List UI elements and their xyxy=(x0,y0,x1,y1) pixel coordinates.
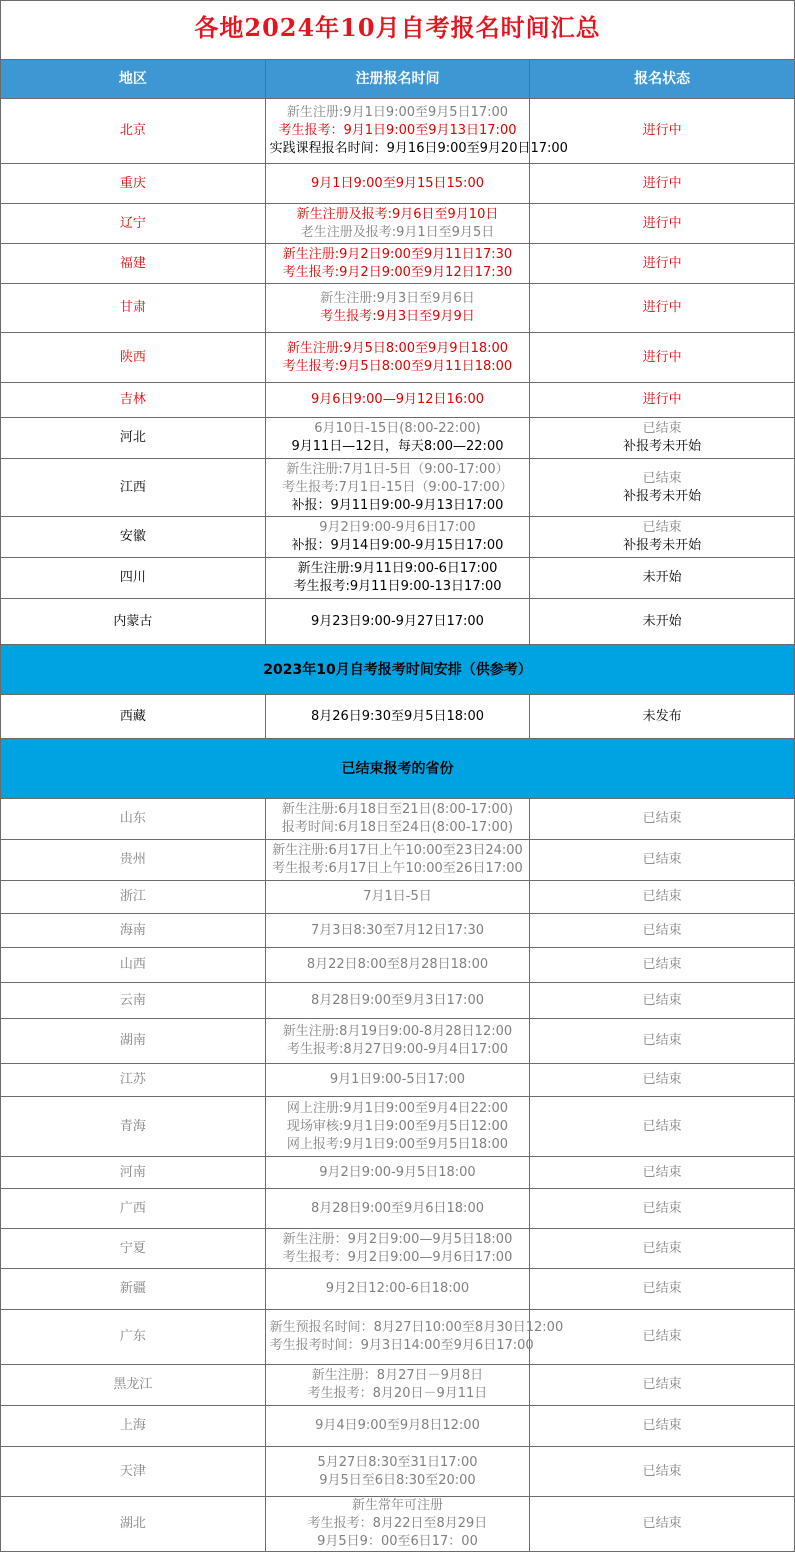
time-line: 实践课程报名时间：9月16日9:00至9月20日17:00 xyxy=(269,141,568,156)
time-cell xyxy=(265,517,530,558)
time-line: 考生报考:9月11日9:00-13日17:00 xyxy=(293,579,502,594)
region-cell: 重庆 xyxy=(1,164,266,204)
time-line: 7月3日8:30至7月12日17:30 xyxy=(310,922,484,938)
status-cell xyxy=(530,418,795,459)
status-text: 已结束 xyxy=(642,1377,682,1392)
time-cell xyxy=(265,1097,530,1157)
time-line: 5月27日8:30至31日17:00 xyxy=(317,1454,478,1470)
time-line: 新生注册:9月11日9:00-6日17:00 xyxy=(297,561,498,576)
region-cell: 海南 xyxy=(1,914,266,948)
time-line: 考生报考:7月1日-15日（9:00-17:00） xyxy=(282,479,513,495)
region-cell: 山东 xyxy=(1,799,266,840)
status-text: 未发布 xyxy=(642,708,682,724)
time-cell xyxy=(265,383,530,418)
status-text: 已结束 xyxy=(642,922,682,938)
status-text: 已结束 xyxy=(642,1329,682,1344)
region-cell: 湖南 xyxy=(1,1019,266,1064)
status-text: 进行中 xyxy=(642,392,682,407)
time-line: 新生注册:6月18日至21日(8:00-17:00) xyxy=(281,802,514,817)
status-cell xyxy=(530,164,795,204)
status-cell xyxy=(530,1019,795,1064)
status-cell xyxy=(530,1497,795,1552)
title-row xyxy=(1,1,795,60)
status-text: 已结束 xyxy=(642,957,682,972)
region-cell: 新疆 xyxy=(1,1269,266,1310)
section-band: 2023年10月自考报考时间安排（供参考） xyxy=(1,645,795,695)
time-cell xyxy=(265,1019,530,1064)
region-cell: 青海 xyxy=(1,1097,266,1157)
time-line: 9月5日9：00至6日17：00 xyxy=(317,1534,478,1549)
status-text: 已结束 xyxy=(642,1164,682,1180)
table-row xyxy=(1,1229,795,1269)
time-line: 考生报考:9月5日8:00至9月11日18:00 xyxy=(282,358,513,374)
time-cell xyxy=(265,1269,530,1310)
status-cell xyxy=(530,1189,795,1229)
time-line: 新生注册：9月2日9:00—9月5日18:00 xyxy=(282,1231,513,1247)
time-line: 6月10日-15日(8:00-22:00) xyxy=(314,421,481,436)
status-text: 已结束 xyxy=(642,1516,682,1531)
time-line: 老生注册及报考:9月1日至9月5日 xyxy=(300,224,495,240)
time-cell xyxy=(265,204,530,244)
time-line: 新生预报名时间：8月27日10:00至8月30日12:00 xyxy=(269,1320,564,1335)
time-line: 9月11日—12日，每天8:00—22:00 xyxy=(291,439,504,454)
status-cell xyxy=(530,881,795,914)
table-row xyxy=(1,418,795,459)
section-band: 已结束报考的省份 xyxy=(1,739,795,799)
time-line: 考生报考：8月20日－9月11日 xyxy=(307,1386,488,1401)
status-cell xyxy=(530,1229,795,1269)
region-cell: 黑龙江 xyxy=(1,1365,266,1406)
table-row xyxy=(1,204,795,244)
status-cell xyxy=(530,1447,795,1497)
time-line: 8月28日9:00至9月3日17:00 xyxy=(310,992,484,1008)
region-cell: 北京 xyxy=(1,99,266,164)
time-cell xyxy=(265,244,530,284)
table-row xyxy=(1,983,795,1019)
region-cell: 四川 xyxy=(1,558,266,599)
status-text: 已结束 xyxy=(642,1200,682,1216)
status-cell xyxy=(530,459,795,517)
status-text: 进行中 xyxy=(642,300,682,315)
table-row xyxy=(1,1365,795,1406)
time-cell xyxy=(265,99,568,164)
region-cell: 云南 xyxy=(1,983,266,1019)
region-cell: 湖北 xyxy=(1,1497,266,1552)
time-line: 新生注册:9月1日9:00至9月5日17:00 xyxy=(286,105,509,120)
status-text: 已结束 xyxy=(642,852,682,867)
time-cell xyxy=(265,983,530,1019)
status-cell xyxy=(530,1269,795,1310)
time-line: 补报：9月11日9:00-9月13日17:00 xyxy=(291,497,504,513)
table-body xyxy=(1,1,795,1552)
time-line: 新生注册：8月27日－9月8日 xyxy=(311,1368,484,1383)
time-line: 8月28日9:00至9月6日18:00 xyxy=(310,1200,484,1216)
time-cell xyxy=(265,1406,530,1447)
time-cell xyxy=(265,1447,530,1497)
table-row xyxy=(1,99,795,164)
time-line: 考生报考:9月2日9:00至9月12日17:30 xyxy=(282,264,513,280)
status-text: 补报考未开始 xyxy=(623,538,702,553)
time-line: 9月2日9:00-9月6日17:00 xyxy=(319,520,476,535)
region-cell: 福建 xyxy=(1,244,266,284)
time-line: 考生报考:6月17日上午10:00至26日17:00 xyxy=(272,861,523,876)
status-text: 进行中 xyxy=(642,215,682,231)
status-cell xyxy=(530,983,795,1019)
status-text: 进行中 xyxy=(642,175,682,191)
table-row xyxy=(1,1189,795,1229)
time-line: 考生报考:8月27日9:00-9月4日17:00 xyxy=(286,1042,509,1057)
header-region: 地区 xyxy=(1,60,266,99)
status-cell xyxy=(530,599,795,645)
time-line: 7月1日-5日 xyxy=(363,889,432,904)
time-line: 9月23日9:00-9月27日17:00 xyxy=(310,613,484,629)
time-cell xyxy=(265,418,530,459)
table-row xyxy=(1,948,795,983)
status-cell xyxy=(530,558,795,599)
region-cell: 陕西 xyxy=(1,333,266,383)
time-line: 考生报考：8月22日至8月29日 xyxy=(307,1516,488,1531)
time-line: 新生注册:9月3日至9月6日 xyxy=(320,291,475,306)
status-cell xyxy=(530,333,795,383)
time-cell xyxy=(265,1064,530,1097)
region-cell: 浙江 xyxy=(1,881,266,914)
time-cell xyxy=(265,840,530,881)
status-text: 已结束 xyxy=(642,1281,682,1296)
time-line: 8月26日9:30至9月5日18:00 xyxy=(310,708,484,724)
time-cell xyxy=(265,284,530,333)
time-line: 9月1日9:00-5日17:00 xyxy=(329,1072,466,1087)
table-row xyxy=(1,1019,795,1064)
time-cell xyxy=(265,1497,530,1552)
time-cell xyxy=(265,599,530,645)
time-line: 考生报考：9月2日9:00—9月6日17:00 xyxy=(282,1249,513,1265)
section-band-row xyxy=(1,645,795,695)
status-text: 已结束 xyxy=(642,992,682,1008)
status-cell xyxy=(530,840,795,881)
time-cell xyxy=(265,695,530,739)
time-cell xyxy=(265,164,530,204)
status-text: 已结束 xyxy=(642,1033,682,1048)
table-row xyxy=(1,383,795,418)
status-cell xyxy=(530,284,795,333)
region-cell: 山西 xyxy=(1,948,266,983)
status-text: 已结束 xyxy=(642,1418,682,1433)
time-line: 新生注册:7月1日-5日（9:00-17:00） xyxy=(286,461,509,477)
status-cell xyxy=(530,99,795,164)
table-row xyxy=(1,284,795,333)
region-cell: 江西 xyxy=(1,459,266,517)
region-cell: 河北 xyxy=(1,418,266,459)
region-cell: 河南 xyxy=(1,1157,266,1189)
table-row xyxy=(1,1269,795,1310)
status-text: 已结束 xyxy=(642,421,682,436)
table-row xyxy=(1,459,795,517)
time-cell xyxy=(265,1189,530,1229)
table-row xyxy=(1,1447,795,1497)
table-row xyxy=(1,164,795,204)
header-row xyxy=(1,60,795,99)
status-cell xyxy=(530,244,795,284)
table-row xyxy=(1,1097,795,1157)
region-cell: 广西 xyxy=(1,1189,266,1229)
table-row xyxy=(1,914,795,948)
time-line: 现场审核:9月1日9:00至9月5日12:00 xyxy=(286,1118,509,1134)
table-row xyxy=(1,1406,795,1447)
table-row xyxy=(1,799,795,840)
time-cell xyxy=(265,1310,564,1365)
status-cell xyxy=(530,204,795,244)
time-line: 补报：9月14日9:00-9月15日17:00 xyxy=(291,538,504,553)
time-line: 新生注册:9月5日8:00至9月9日18:00 xyxy=(286,340,509,356)
time-line: 9月6日9:00—9月12日16:00 xyxy=(310,392,484,407)
table-row xyxy=(1,244,795,284)
status-text: 未开始 xyxy=(642,570,682,585)
time-line: 考生报考：9月1日9:00至9月13日17:00 xyxy=(278,123,517,138)
status-cell xyxy=(530,1406,795,1447)
region-cell: 安徽 xyxy=(1,517,266,558)
status-text: 已结束 xyxy=(642,520,682,535)
region-cell: 宁夏 xyxy=(1,1229,266,1269)
region-cell: 广东 xyxy=(1,1310,266,1365)
status-text: 已结束 xyxy=(642,470,682,486)
table-row xyxy=(1,1064,795,1097)
status-cell xyxy=(530,799,795,840)
time-cell xyxy=(265,881,530,914)
time-line: 新生注册及报考:9月6日至9月10日 xyxy=(296,206,499,222)
region-cell: 吉林 xyxy=(1,383,266,418)
status-text: 补报考未开始 xyxy=(623,488,702,504)
region-cell: 辽宁 xyxy=(1,204,266,244)
time-line: 9月5日至6日8:30至20:00 xyxy=(319,1472,476,1488)
time-cell xyxy=(265,459,530,517)
region-cell: 上海 xyxy=(1,1406,266,1447)
time-cell xyxy=(265,948,530,983)
time-line: 8月22日8:00至8月28日18:00 xyxy=(306,957,489,972)
time-cell xyxy=(265,1229,530,1269)
table-row xyxy=(1,333,795,383)
time-cell xyxy=(265,1365,530,1406)
table-row xyxy=(1,881,795,914)
time-line: 考生报考:9月3日至9月9日 xyxy=(320,309,475,324)
region-cell: 甘肃 xyxy=(1,284,266,333)
time-line: 9月4日9:00至9月8日12:00 xyxy=(315,1418,480,1433)
header-time: 注册报名时间 xyxy=(265,60,530,99)
status-cell xyxy=(530,1064,795,1097)
time-cell xyxy=(265,333,530,383)
region-cell: 内蒙古 xyxy=(1,599,266,645)
region-cell: 天津 xyxy=(1,1447,266,1497)
time-line: 新生注册:6月17日上午10:00至23日24:00 xyxy=(272,843,523,858)
status-text: 进行中 xyxy=(642,255,682,271)
table-row xyxy=(1,517,795,558)
status-cell xyxy=(530,383,795,418)
table-row xyxy=(1,695,795,739)
table-row xyxy=(1,558,795,599)
time-line: 9月2日9:00-9月5日18:00 xyxy=(319,1164,476,1180)
header-status: 报名状态 xyxy=(530,60,795,99)
time-cell xyxy=(265,558,530,599)
status-cell xyxy=(530,914,795,948)
status-text: 已结束 xyxy=(642,811,682,826)
status-text: 已结束 xyxy=(642,1463,682,1479)
status-cell xyxy=(530,1310,795,1365)
status-text: 已结束 xyxy=(642,1240,682,1256)
time-line: 新生常年可注册 xyxy=(351,1498,443,1513)
region-cell: 西藏 xyxy=(1,695,266,739)
time-line: 网上报考:9月1日9:00至9月5日18:00 xyxy=(286,1136,509,1152)
status-text: 补报考未开始 xyxy=(623,439,702,454)
status-text: 进行中 xyxy=(642,349,682,365)
table-row xyxy=(1,599,795,645)
time-line: 网上注册:9月1日9:00至9月4日22:00 xyxy=(286,1100,509,1116)
time-cell xyxy=(265,914,530,948)
time-line: 新生注册:9月2日9:00至9月11日17:30 xyxy=(282,246,513,262)
region-cell: 江苏 xyxy=(1,1064,266,1097)
status-cell xyxy=(530,948,795,983)
page-title: 各地2024年10月自考报名时间汇总 xyxy=(194,12,601,42)
status-cell xyxy=(530,1365,795,1406)
time-line: 考生报考时间：9月3日14:00至9月6日17:00 xyxy=(269,1338,534,1353)
status-text: 未开始 xyxy=(642,613,682,629)
table-row xyxy=(1,840,795,881)
time-line: 报考时间:6月18日至24日(8:00-17:00) xyxy=(281,820,514,835)
section-band-row xyxy=(1,739,795,799)
table-row xyxy=(1,1497,795,1552)
status-cell xyxy=(530,1157,795,1189)
status-text: 已结束 xyxy=(642,1118,682,1134)
table-row xyxy=(1,1310,795,1365)
time-line: 新生注册:8月19日9:00-8月28日12:00 xyxy=(282,1024,513,1039)
status-text: 已结束 xyxy=(642,889,682,904)
table-row xyxy=(1,1157,795,1189)
status-text: 进行中 xyxy=(642,123,682,138)
time-line: 9月2日12:00-6日18:00 xyxy=(325,1281,470,1296)
status-cell xyxy=(530,517,795,558)
time-cell xyxy=(265,799,530,840)
status-cell xyxy=(530,695,795,739)
time-cell xyxy=(265,1157,530,1189)
status-text: 已结束 xyxy=(642,1072,682,1087)
title-cell xyxy=(1,1,795,60)
status-cell xyxy=(530,1097,795,1157)
region-cell: 贵州 xyxy=(1,840,266,881)
time-line: 9月1日9:00至9月15日15:00 xyxy=(310,175,484,191)
